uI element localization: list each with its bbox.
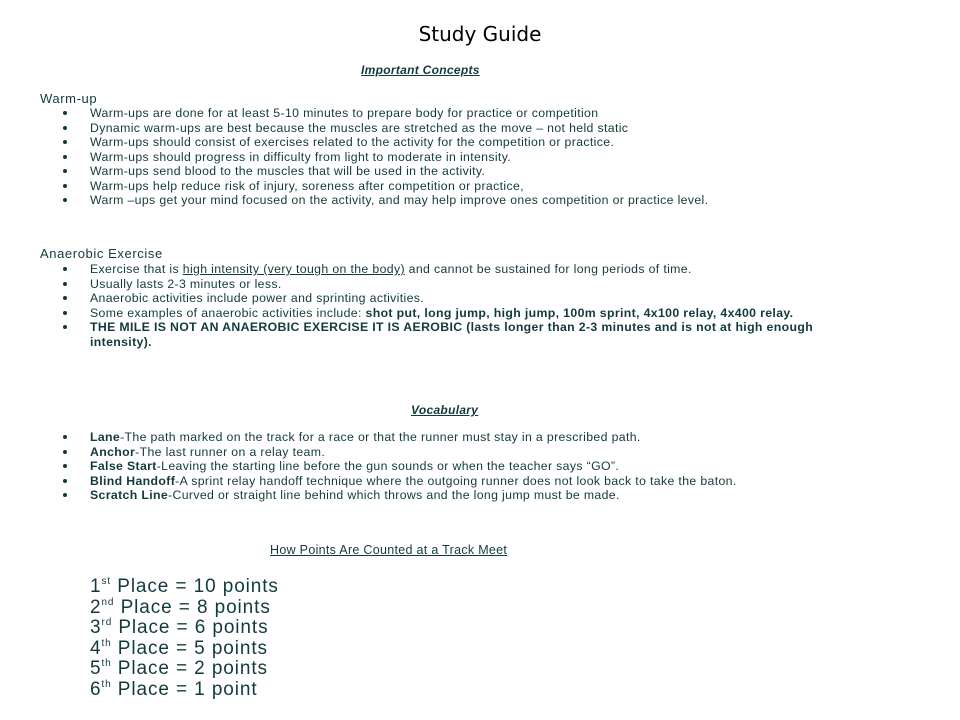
list-item: Exercise that is high intensity (very tough on the body) and cannot be sustained for long periods of time. xyxy=(63,262,830,277)
vocabulary-heading: Vocabulary xyxy=(411,403,479,417)
list-item: Warm-ups send blood to the muscles that will be used in the activity. xyxy=(63,164,823,179)
bullet-icon xyxy=(63,198,67,202)
points-row: 4th Place = 5 points xyxy=(90,637,268,659)
list-item: Anaerobic activities include power and sprinting activities. xyxy=(63,291,823,306)
points-row: 1st Place = 10 points xyxy=(90,576,279,597)
warmup-list xyxy=(63,106,823,208)
points-row: 5th Place = 2 points xyxy=(90,658,268,680)
points-heading: How Points Are Counted at a Track Meet xyxy=(270,543,508,557)
page-title: Study Guide xyxy=(418,22,542,46)
bullet-icon xyxy=(63,296,67,300)
list-item: Dynamic warm-ups are best because the muscles are stretched as the move – not held static xyxy=(63,121,823,136)
points-row: 2nd Place = 8 points xyxy=(90,596,271,618)
bullet-icon xyxy=(63,493,67,497)
bullet-icon xyxy=(63,435,67,439)
bullet-icon xyxy=(63,267,67,271)
list-item: Warm-ups should progress in difficulty from light to moderate in intensity. xyxy=(63,150,823,165)
list-item: Warm-ups are done for at least 5-10 minutes to prepare body for practice or competition xyxy=(63,106,823,121)
bullet-icon xyxy=(63,169,67,173)
bullet-icon xyxy=(63,450,67,454)
bullet-icon xyxy=(63,184,67,188)
bullet-icon xyxy=(63,155,67,159)
bullet-icon xyxy=(63,325,67,329)
bullet-icon xyxy=(63,126,67,130)
bullet-icon xyxy=(63,140,67,144)
list-item: THE MILE IS NOT AN ANAEROBIC EXERCISE IT IS AEROBIC (lasts longer than 2-3 minutes and is not at high enough intensity). xyxy=(63,320,830,349)
bullet-icon xyxy=(63,464,67,468)
bullet-icon xyxy=(63,111,67,115)
list-item: False Start-Leaving the starting line before the gun sounds or when the teacher says “GO”. xyxy=(63,459,823,474)
bullet-icon xyxy=(63,479,67,483)
bullet-icon xyxy=(63,311,67,315)
warmup-heading: Warm-up xyxy=(40,91,98,106)
list-item: Scratch Line-Curved or straight line behind which throws and the long jump must be made. xyxy=(63,488,823,503)
list-item: Usually lasts 2-3 minutes or less. xyxy=(63,277,823,292)
bullet-icon xyxy=(63,282,67,286)
important-concepts-heading: Important Concepts xyxy=(361,63,480,77)
list-item: Anchor-The last runner on a relay team. xyxy=(63,445,823,460)
list-item: Blind Handoff-A sprint relay handoff technique where the outgoing runner does not look back to take the baton. xyxy=(63,474,830,489)
list-item: Warm –ups get your mind focused on the activity, and may help improve ones competition or practice level. xyxy=(63,193,790,208)
list-item: Warm-ups help reduce risk of injury, soreness after competition or practice, xyxy=(63,179,823,194)
points-list xyxy=(90,577,279,701)
points-row: 6th Place = 1 point xyxy=(90,678,258,700)
points-row: 3rd Place = 6 points xyxy=(90,617,269,639)
list-item: Some examples of anaerobic activities include: shot put, long jump, high jump, 100m sprint, 4x100 relay, 4x400 relay. xyxy=(63,306,830,321)
anaerobic-list xyxy=(63,262,823,349)
anaerobic-heading: Anaerobic Exercise xyxy=(40,246,163,261)
vocabulary-list xyxy=(63,430,823,503)
list-item: Warm-ups should consist of exercises related to the activity for the competition or practice. xyxy=(63,135,823,150)
list-item: Lane-The path marked on the track for a race or that the runner must stay in a prescribed path. xyxy=(63,430,823,445)
